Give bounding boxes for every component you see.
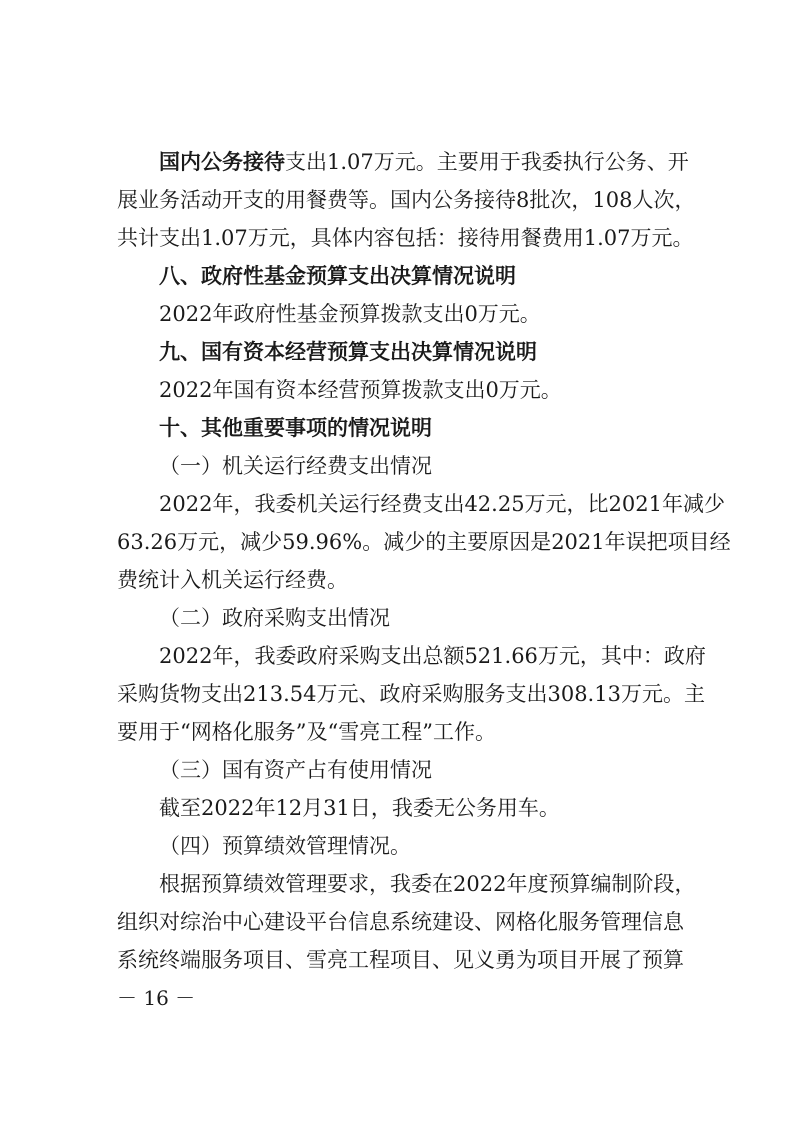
sub-4-heading: （四）预算绩效管理情况。 xyxy=(159,834,411,858)
sub-3-line-1: 截至2022年12月31日，我委无公务用车。 xyxy=(159,796,560,820)
section-9-text: 2022年国有资本经营预算拨款支出0万元。 xyxy=(159,378,562,402)
reception-paragraph-line-3: 共计支出1.07万元，具体内容包括：接待用餐费用1.07万元。 xyxy=(117,226,694,250)
section-8-text: 2022年政府性基金预算拨款支出0万元。 xyxy=(159,302,541,326)
sub-2-line-3: 要用于“网格化服务”及“雪亮工程”工作。 xyxy=(117,720,496,744)
sub-2-line-2: 采购货物支出213.54万元、政府采购服务支出308.13万元。主 xyxy=(117,682,705,706)
sub-1-line-2: 63.26万元，减少59.96%。减少的主要原因是2021年误把项目经 xyxy=(117,530,731,554)
sub-4-line-1: 根据预算绩效管理要求，我委在2022年度预算编制阶段， xyxy=(159,872,696,896)
reception-line-1-text: 支出1.07万元。主要用于我委执行公务、开 xyxy=(285,150,689,174)
reception-paragraph-line-2: 展业务活动开支的用餐费等。国内公务接待8批次，108人次， xyxy=(117,188,696,212)
sub-2-line-1: 2022年，我委政府采购支出总额521.66万元，其中：政府 xyxy=(159,644,706,668)
section-8-heading: 八、政府性基金预算支出决算情况说明 xyxy=(159,264,516,288)
reception-paragraph-line-1 xyxy=(159,144,689,180)
sub-2-heading: （二）政府采购支出情况 xyxy=(159,606,390,630)
sub-4-line-2: 组织对综治中心建设平台信息系统建设、网格化服务管理信息 xyxy=(117,910,684,934)
section-9-heading: 九、国有资本经营预算支出决算情况说明 xyxy=(159,340,537,364)
sub-3-heading: （三）国有资产占有使用情况 xyxy=(159,758,432,782)
section-10-heading: 十、其他重要事项的情况说明 xyxy=(159,416,432,440)
reception-lead-term: 国内公务接待 xyxy=(159,150,285,174)
sub-4-line-3: 系统终端服务项目、雪亮工程项目、见义勇为项目开展了预算 xyxy=(117,948,684,972)
page-number: － 16 － xyxy=(117,986,196,1010)
sub-1-line-3: 费统计入机关运行经费。 xyxy=(117,568,348,592)
sub-1-heading: （一）机关运行经费支出情况 xyxy=(159,454,432,478)
sub-1-line-1: 2022年，我委机关运行经费支出42.25万元，比2021年减少 xyxy=(159,492,726,516)
